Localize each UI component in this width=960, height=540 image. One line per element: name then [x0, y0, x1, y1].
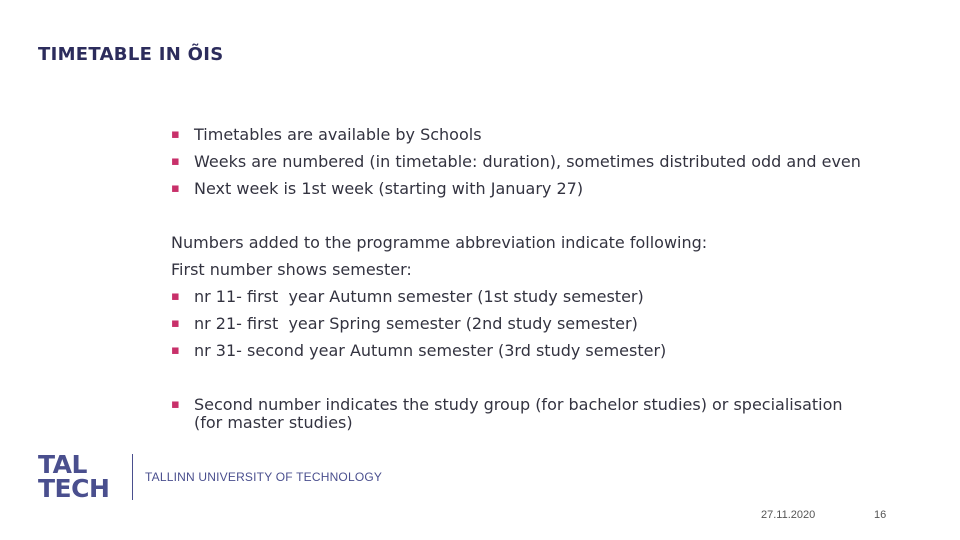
bullet-marker: ▪	[171, 397, 180, 412]
paragraph: First number shows semester:	[171, 260, 412, 279]
bullet-marker: ▪	[171, 154, 180, 169]
page-number: 16	[874, 509, 887, 521]
logo-divider	[132, 454, 133, 500]
list-item-text: nr 21- first year Spring semester (2nd study semester)	[194, 314, 638, 333]
taltech-logo	[38, 450, 122, 503]
bullet-marker: ▪	[171, 289, 180, 304]
list-item-text: Weeks are numbered (in timetable: duration), sometimes distributed odd and even	[194, 152, 861, 171]
spacer	[171, 369, 871, 396]
bullet-marker: ▪	[171, 343, 180, 358]
bullet-marker: ▪	[171, 316, 180, 331]
paragraph: Numbers added to the programme abbreviation indicate following:	[171, 233, 708, 252]
bullet-marker: ▪	[171, 127, 180, 142]
list-item	[171, 126, 871, 144]
list-item-text: Timetables are available by Schools	[194, 125, 482, 144]
slide-title: TIMETABLE IN ÕIS	[38, 44, 224, 65]
list-item-text: nr 31- second year Autumn semester (3rd study semester)	[194, 341, 667, 360]
list-item-text: nr 11- first year Autumn semester (1st study semester)	[194, 287, 644, 306]
bullet-marker: ▪	[171, 181, 180, 196]
list-item	[171, 153, 871, 171]
list-item-text: Next week is 1st week (starting with January 27)	[194, 179, 584, 198]
university-name: TALLINN UNIVERSITY OF TECHNOLOGY	[145, 470, 383, 484]
list-item-text: Second number indicates the study group (for bachelor studies) or specialisation (for master studies)	[194, 395, 843, 432]
list-item	[171, 180, 871, 198]
list-item	[171, 315, 871, 333]
logo-line-2: TECH	[38, 474, 110, 503]
logo-line-1: TAL	[38, 450, 87, 479]
slide-body	[171, 126, 871, 441]
list-item	[171, 288, 871, 306]
list-item	[171, 342, 871, 360]
list-item	[171, 396, 871, 432]
slide-date: 27.11.2020	[761, 509, 816, 521]
spacer	[171, 207, 871, 234]
